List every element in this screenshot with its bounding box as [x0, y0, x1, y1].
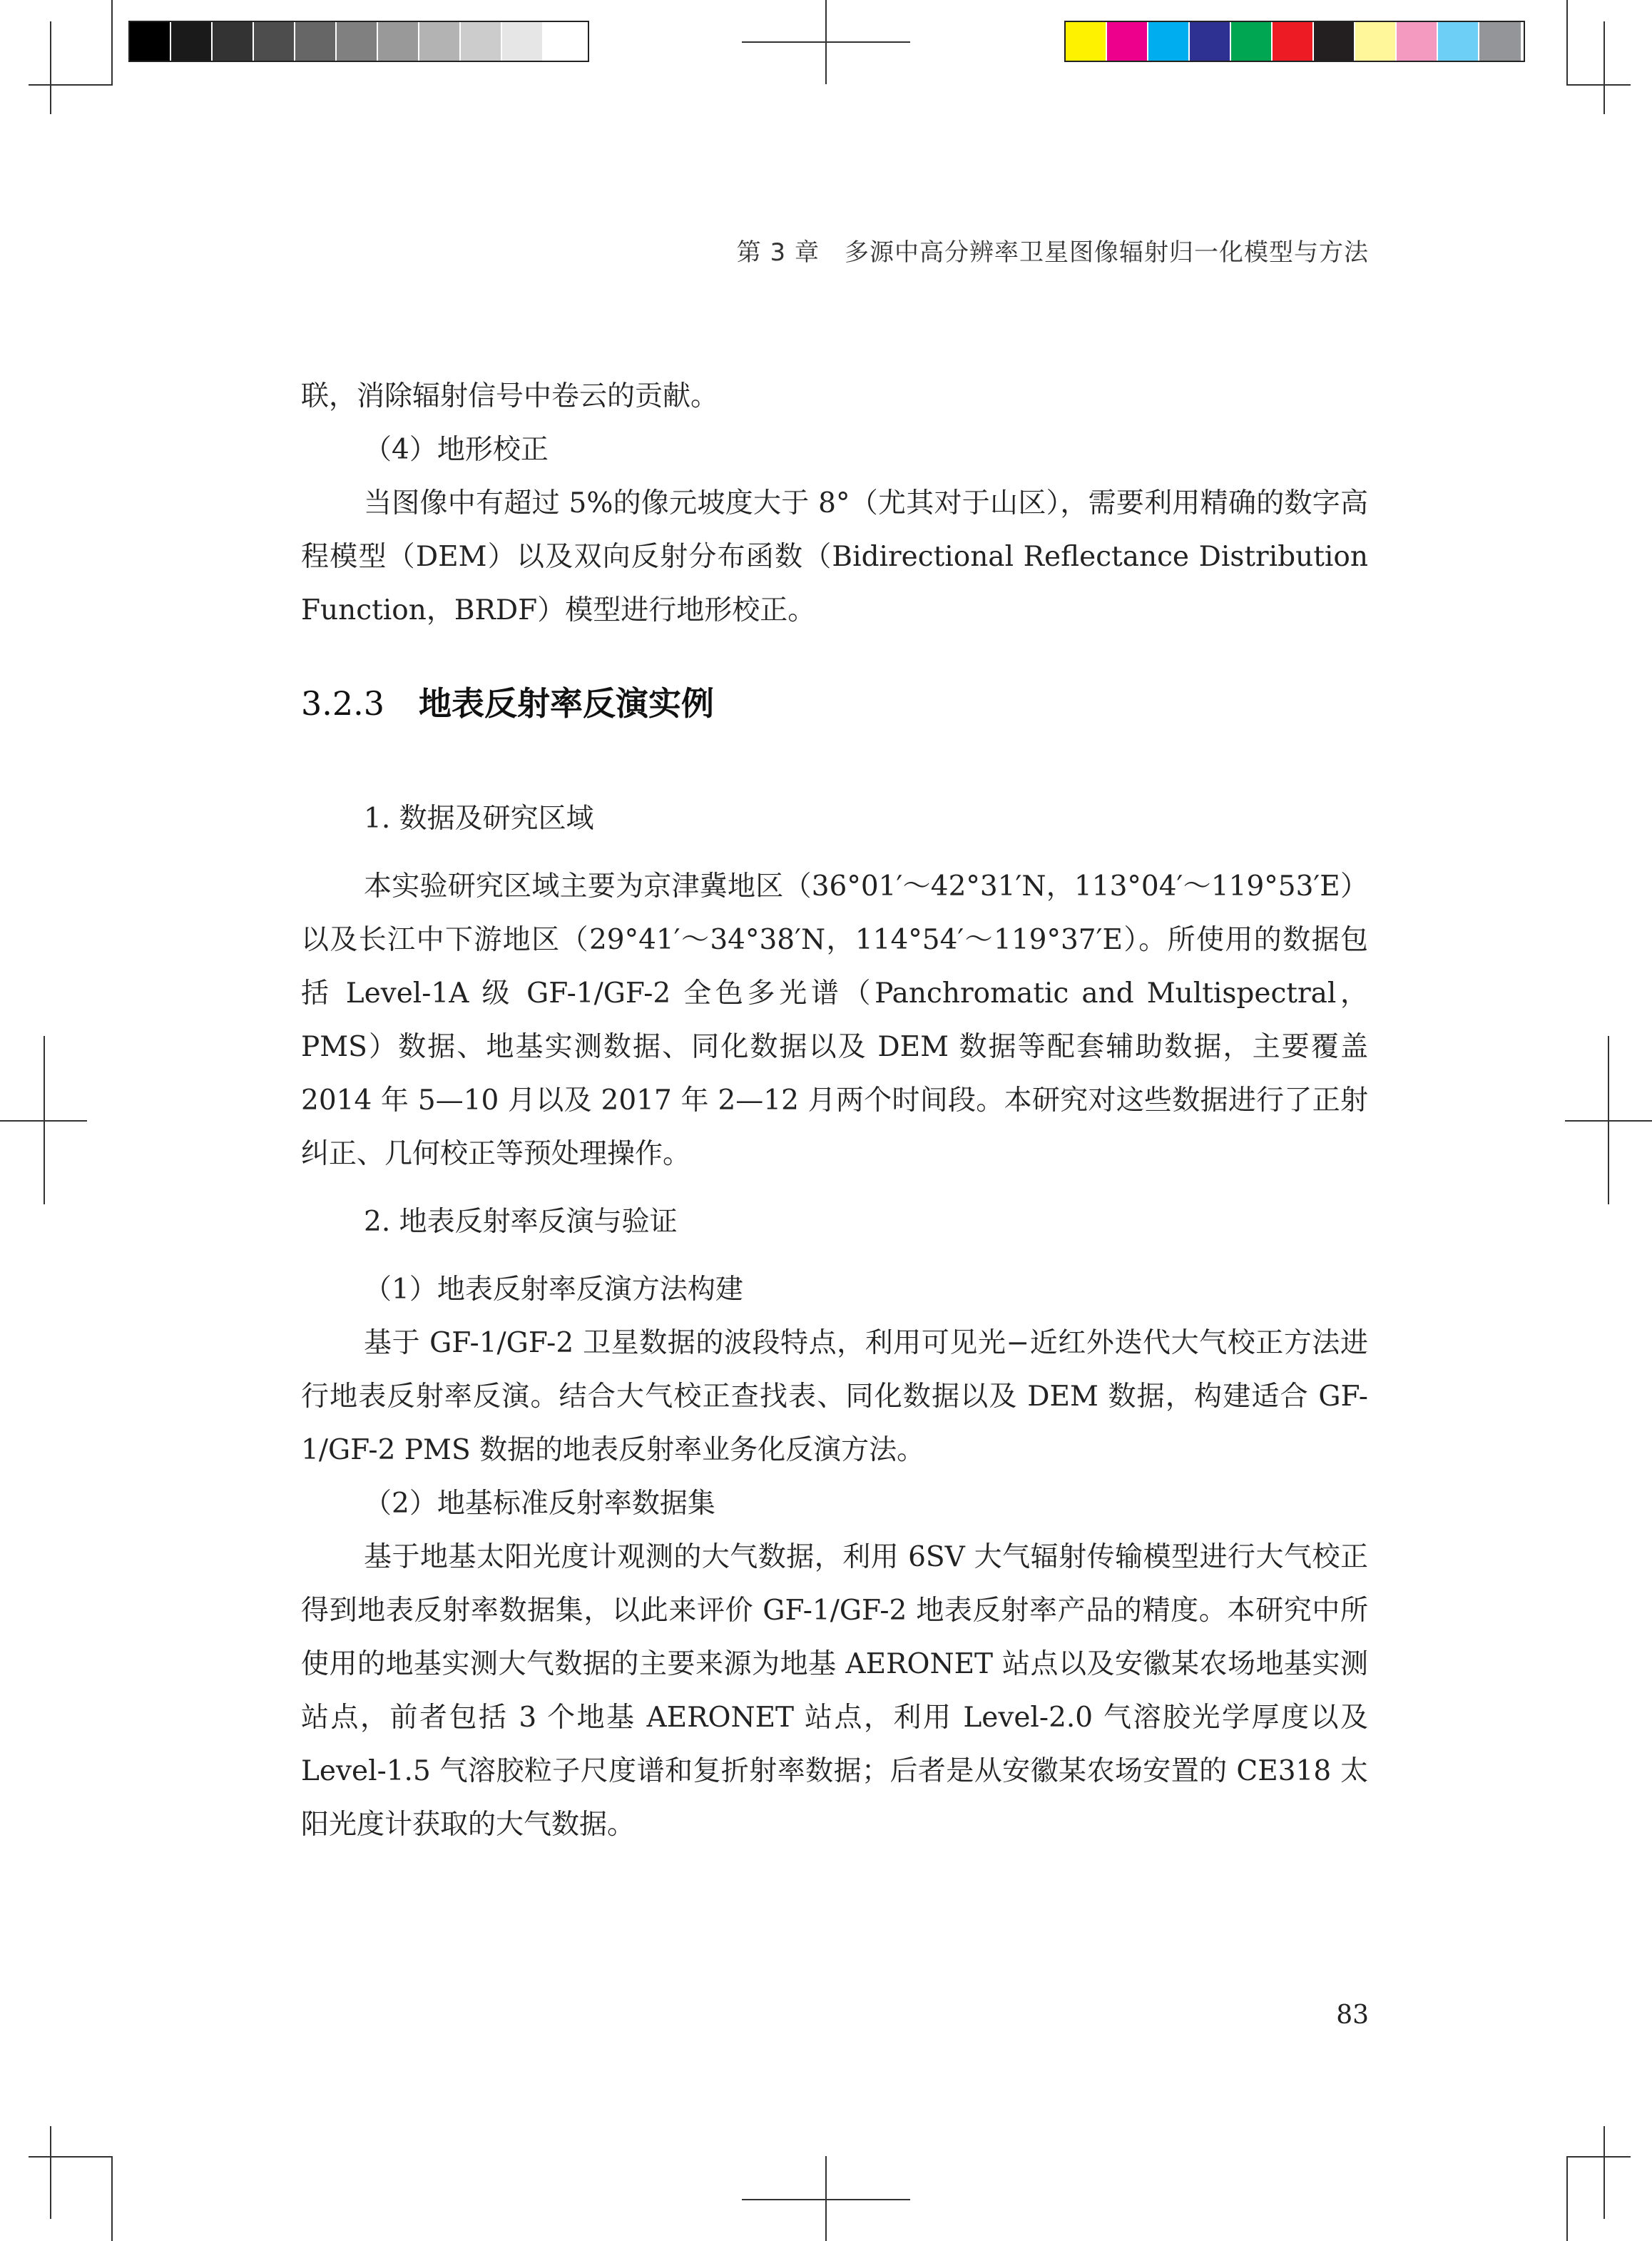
- subheading: （1）地表反射率反演方法构建: [364, 1274, 743, 1306]
- gray-swatch: [419, 22, 461, 61]
- text-block-top: [301, 370, 1368, 637]
- crop-mark: [1603, 2126, 1605, 2219]
- gray-swatch: [295, 22, 337, 61]
- color-swatch: [1231, 22, 1273, 61]
- crop-mark: [1566, 84, 1631, 86]
- gray-swatch: [337, 22, 378, 61]
- gray-swatch: [254, 22, 295, 61]
- gray-swatch: [378, 22, 419, 61]
- gray-swatch: [544, 22, 585, 61]
- color-bar: [1064, 21, 1525, 62]
- crop-mark: [29, 84, 113, 86]
- subheading: （2）地基标准反射率数据集: [364, 1488, 715, 1520]
- color-swatch: [1190, 22, 1231, 61]
- page-number: 83: [1336, 2001, 1369, 2030]
- color-swatch: [1273, 22, 1314, 61]
- crop-mark: [1566, 2156, 1631, 2158]
- gray-swatch: [502, 22, 544, 61]
- running-head: 第 3 章 多源中高分辨率卫星图像辐射归一化模型与方法: [736, 238, 1369, 267]
- color-swatch: [1314, 22, 1355, 61]
- paragraph: 基于 GF-1/GF-2 卫星数据的波段特点，利用可见光−近红外迭代大气校正方法进行地表反射率反演。结合大气校正查找表、同化数据以及 DEM 数据，构建适合 GF-1/GF-2 PMS 数据的地表反射率业务化反演方法。: [301, 1327, 1368, 1466]
- color-swatch: [1066, 22, 1107, 61]
- subheading: 1. 数据及研究区域: [364, 803, 594, 835]
- gray-swatch: [171, 22, 213, 61]
- text-block-main: [301, 792, 1368, 1851]
- crop-mark: [111, 0, 113, 84]
- subheading: 2. 地表反射率反演与验证: [364, 1206, 678, 1238]
- crop-mark: [1566, 0, 1568, 84]
- crop-mark: [111, 2156, 113, 2241]
- paragraph: 本实验研究区域主要为京津冀地区（36°01′～42°31′N，113°04′～119°53′E）以及长江中下游地区（29°41′～34°38′N，114°54′～119°37′E）。所使用的数据包括 Level-1A 级 GF-1/GF-2 全色多光谱（Panchromatic and Multispectral，PMS）数据、地基实测数据、同化数据以及 DEM 数据等配套辅助数据，主要覆盖 2014 年 5—10 月以及 2017 年 2—12 月两个时间段。本研究对这些数据进行了正射纠正、几何校正等预处理操作。: [301, 870, 1368, 1170]
- color-swatch: [1107, 22, 1148, 61]
- grayscale-bar: [128, 21, 589, 62]
- crop-mark: [1608, 1036, 1609, 1204]
- paragraph: 联，消除辐射信号中卷云的贡献。: [301, 380, 719, 412]
- color-swatch: [1355, 22, 1397, 61]
- paragraph: 基于地基太阳光度计观测的大气数据，利用 6SV 大气辐射传输模型进行大气校正得到地表反射率数据集，以此来评价 GF-1/GF-2 地表反射率产品的精度。本研究中所使用的地基实测大气数据的主要来源为地基 AERONET 站点以及安徽某农场地基实测站点，前者包括 3 个地基 AERONET 站点，利用 Level-2.0 气溶胶光学厚度以及 Level-1.5 气溶胶粒子尺度谱和复折射率数据；后者是从安徽某农场安置的 CE318 太阳光度计获取的大气数据。: [301, 1541, 1368, 1841]
- crop-mark: [50, 2126, 51, 2219]
- subheading: （4）地形校正: [364, 434, 549, 466]
- crop-mark: [825, 2156, 827, 2241]
- gray-swatch: [213, 22, 254, 61]
- crop-mark: [44, 1036, 45, 1204]
- color-swatch: [1438, 22, 1479, 61]
- crop-mark: [1566, 2156, 1568, 2241]
- section-heading: [301, 678, 714, 725]
- gray-swatch: [130, 22, 171, 61]
- gray-swatch: [461, 22, 502, 61]
- section-number: 3.2.3: [301, 684, 385, 723]
- color-swatch: [1397, 22, 1438, 61]
- crop-mark: [825, 0, 827, 84]
- color-swatch: [1479, 22, 1521, 61]
- crop-mark: [29, 2156, 113, 2158]
- paragraph: 当图像中有超过 5%的像元坡度大于 8°（尤其对于山区），需要利用精确的数字高程模型（DEM）以及双向反射分布函数（Bidirectional Reflectance Distribution Function，BRDF）模型进行地形校正。: [301, 487, 1368, 626]
- color-swatch: [1148, 22, 1190, 61]
- section-title: 地表反射率反演实例: [419, 684, 715, 723]
- crop-mark: [50, 21, 51, 114]
- crop-mark: [1603, 21, 1605, 114]
